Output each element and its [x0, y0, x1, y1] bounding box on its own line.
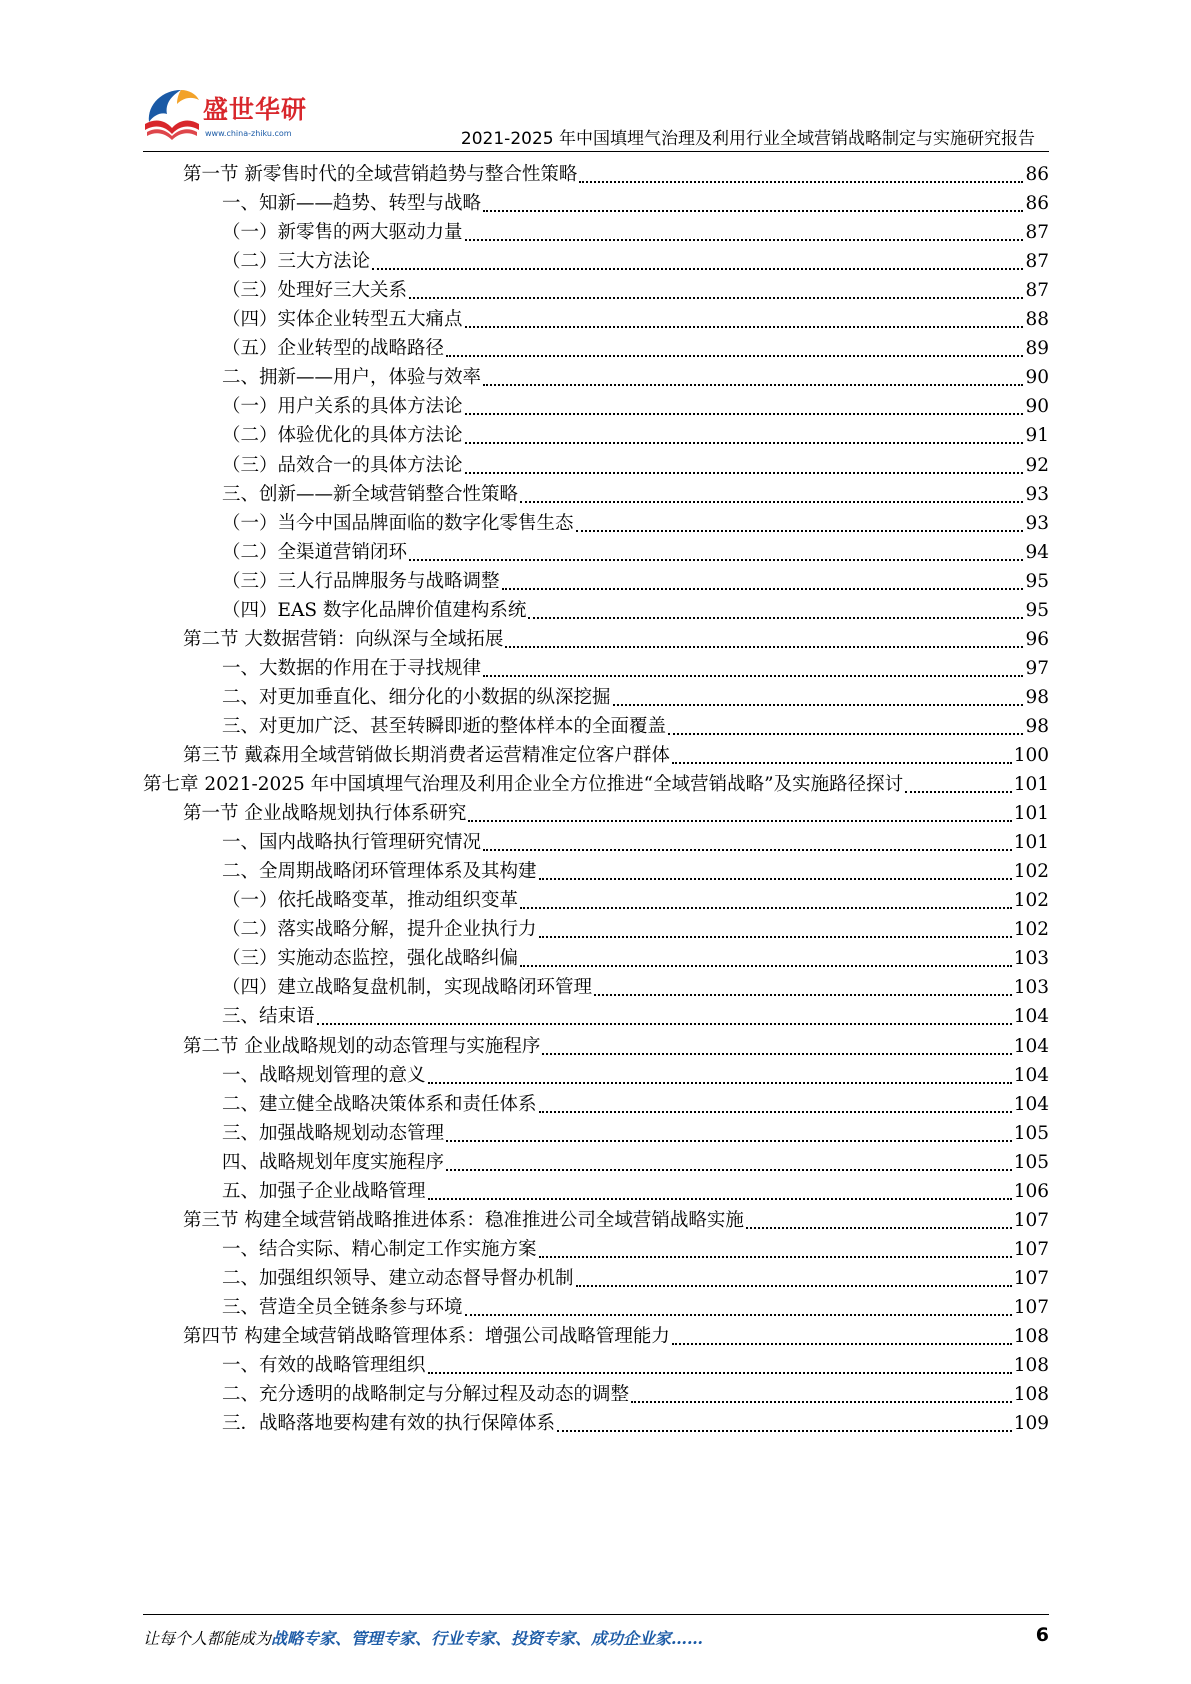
toc-entry-title: 三、结束语	[222, 1006, 315, 1028]
toc-entry-title: （四）EAS 数字化品牌价值建构系统	[222, 599, 527, 621]
toc-entry[interactable]	[143, 770, 1049, 800]
toc-entry-title: 二、加强组织领导、建立动态督导督办机制	[222, 1267, 574, 1289]
toc-entry-page: 108	[1013, 1326, 1049, 1347]
toc-entry[interactable]	[222, 1002, 1049, 1032]
toc-dot-leader	[542, 1053, 1011, 1055]
footer-slogan-roles: 战略专家、管理专家、行业专家、投资专家、成功企业家……	[271, 1629, 704, 1648]
toc-entry-title: 一、结合实际、精心制定工作实施方案	[222, 1238, 537, 1260]
toc-entry[interactable]	[222, 886, 1049, 916]
toc-entry-title: 第一节 企业战略规划执行体系研究	[183, 803, 467, 825]
toc-dot-leader	[672, 762, 1012, 764]
toc-dot-leader	[539, 1256, 1012, 1258]
toc-entry[interactable]	[222, 944, 1049, 974]
report-title: 2021-2025 年中国填埋气治理及利用行业全域营销战略制定与实施研究报告	[460, 129, 1035, 149]
toc-entry[interactable]	[222, 1177, 1049, 1207]
toc-dot-leader	[557, 1430, 1012, 1432]
footer-slogan	[143, 1626, 703, 1649]
toc-entry-title: 二、对更加垂直化、细分化的小数据的纵深挖掘	[222, 686, 611, 708]
toc-entry-title: 第七章 2021-2025 年中国填埋气治理及利用企业全方位推进“全域营销战略”及实施路径探讨	[143, 774, 904, 796]
toc-entry-page: 107	[1013, 1238, 1049, 1260]
toc-entry-title: 二、充分透明的战略制定与分解过程及动态的调整	[222, 1384, 630, 1406]
toc-entry-page: 105	[1013, 1122, 1049, 1144]
toc-entry-page: 93	[1025, 483, 1049, 505]
toc-entry-title: 四、战略规划年度实施程序	[222, 1151, 445, 1173]
toc-entry[interactable]	[183, 160, 1049, 190]
toc-entry-page: 92	[1025, 454, 1049, 476]
toc-entry-page: 105	[1013, 1151, 1049, 1173]
toc-entry[interactable]	[222, 1351, 1049, 1381]
toc-entry-title: 三、对更加广泛、甚至转瞬即逝的整体样本的全面覆盖	[222, 715, 667, 737]
toc-entry[interactable]	[222, 857, 1049, 887]
toc-entry-page: 108	[1013, 1384, 1049, 1406]
toc-entry-title: 一、大数据的作用在于寻找规律	[222, 657, 482, 679]
toc-entry-page: 108	[1013, 1355, 1049, 1377]
toc-entry-page: 91	[1025, 425, 1049, 447]
toc-entry[interactable]	[222, 1235, 1049, 1265]
toc-entry[interactable]	[183, 1206, 1049, 1236]
toc-entry-page: 106	[1013, 1180, 1049, 1202]
toc-dot-leader	[576, 1285, 1012, 1287]
toc-entry-page: 87	[1025, 251, 1049, 273]
toc-entry[interactable]	[222, 392, 1049, 422]
toc-dot-leader	[465, 239, 1024, 241]
toc-entry-title: （三）处理好三大关系	[222, 280, 408, 302]
page-header	[0, 0, 1191, 160]
toc-entry[interactable]	[222, 973, 1049, 1003]
toc-entry-page: 88	[1025, 309, 1049, 331]
toc-entry-page: 104	[1013, 1093, 1049, 1115]
toc-entry-title: 第二节 企业战略规划的动态管理与实施程序	[183, 1035, 541, 1057]
toc-entry-page: 107	[1013, 1209, 1049, 1231]
toc-entry-page: 107	[1013, 1296, 1049, 1318]
logo-name: 盛世华研	[203, 95, 308, 124]
toc-dot-leader	[465, 1314, 1012, 1316]
toc-dot-leader	[520, 501, 1023, 503]
toc-entry-page: 101	[1013, 803, 1049, 825]
toc-entry-page: 98	[1025, 686, 1049, 708]
toc-entry[interactable]	[222, 596, 1049, 626]
toc-dot-leader	[668, 733, 1023, 735]
toc-dot-leader	[905, 791, 1012, 793]
toc-entry-page: 103	[1013, 977, 1049, 999]
toc-entry[interactable]	[183, 741, 1049, 771]
toc-entry[interactable]	[222, 363, 1049, 393]
toc-entry[interactable]	[222, 1090, 1049, 1120]
toc-dot-leader	[746, 1227, 1012, 1229]
toc-entry[interactable]	[222, 1061, 1049, 1091]
toc-entry-title: 一、知新——趋势、转型与战略	[222, 193, 482, 215]
toc-entry-page: 107	[1013, 1267, 1049, 1289]
toc-entry-title: （一）用户关系的具体方法论	[222, 396, 463, 418]
toc-dot-leader	[446, 1169, 1012, 1171]
toc-entry-title: 五、加强子企业战略管理	[222, 1180, 426, 1202]
toc-entry-title: 第二节 大数据营销：向纵深与全域拓展	[183, 628, 504, 650]
toc-entry[interactable]	[222, 828, 1049, 858]
toc-entry[interactable]	[222, 1119, 1049, 1149]
toc-dot-leader	[520, 907, 1012, 909]
toc-entry[interactable]	[183, 1032, 1049, 1062]
toc-entry[interactable]	[222, 421, 1049, 451]
toc-dot-leader	[579, 181, 1023, 183]
toc-dot-leader	[520, 965, 1012, 967]
toc-entry-title: 二、拥新——用户，体验与效率	[222, 367, 482, 389]
toc-entry-page: 93	[1025, 512, 1049, 534]
toc-entry[interactable]	[183, 625, 1049, 655]
toc-entry-title: 二、建立健全战略决策体系和责任体系	[222, 1093, 537, 1115]
toc-entry-page: 102	[1013, 919, 1049, 941]
toc-entry[interactable]	[222, 276, 1049, 306]
toc-entry[interactable]	[183, 1322, 1049, 1352]
toc-entry-page: 103	[1013, 948, 1049, 970]
toc-entry-page: 101	[1013, 774, 1049, 796]
toc-entry[interactable]	[222, 305, 1049, 335]
toc-dot-leader	[631, 1401, 1012, 1403]
toc-entry-title: （二）全渠道营销闭环	[222, 541, 408, 563]
toc-entry-page: 95	[1025, 570, 1049, 592]
toc-dot-leader	[465, 442, 1024, 444]
toc-entry-title: 一、有效的战略管理组织	[222, 1355, 426, 1377]
toc-dot-leader	[539, 878, 1012, 880]
toc-entry-title: 三、营造全员全链条参与环境	[222, 1296, 463, 1318]
toc-entry-title: （五）企业转型的战略路径	[222, 338, 445, 360]
toc-entry-title: （二）落实战略分解，提升企业执行力	[222, 919, 537, 941]
toc-entry[interactable]	[222, 654, 1049, 684]
footer-divider	[143, 1614, 1049, 1615]
toc-entry[interactable]	[222, 480, 1049, 510]
toc-dot-leader	[483, 675, 1023, 677]
toc-entry-title: （一）当今中国品牌面临的数字化零售生态	[222, 512, 574, 534]
header-divider	[143, 151, 1049, 152]
toc-dot-leader	[428, 1372, 1012, 1374]
toc-dot-leader	[372, 268, 1023, 270]
toc-entry-page: 102	[1013, 890, 1049, 912]
toc-entry[interactable]	[222, 1293, 1049, 1323]
toc-entry-title: （四）实体企业转型五大痛点	[222, 309, 463, 331]
logo-book-icon	[141, 84, 203, 144]
toc-entry-page: 104	[1013, 1035, 1049, 1057]
toc-dot-leader	[428, 1082, 1012, 1084]
toc-dot-leader	[468, 820, 1011, 822]
toc-dot-leader	[446, 1140, 1012, 1142]
toc-entry[interactable]	[183, 799, 1049, 829]
toc-entry-page: 104	[1013, 1006, 1049, 1028]
toc-entry[interactable]	[222, 218, 1049, 248]
toc-entry[interactable]	[222, 683, 1049, 713]
toc-entry-title: （三）实施动态监控，强化战略纠偏	[222, 948, 519, 970]
toc-entry-page: 109	[1013, 1413, 1049, 1435]
toc-dot-leader	[465, 472, 1024, 474]
toc-dot-leader	[483, 210, 1023, 212]
toc-dot-leader	[594, 994, 1012, 996]
page-number: 6	[1035, 1624, 1049, 1646]
toc-entry-page: 97	[1025, 657, 1049, 679]
toc-entry[interactable]	[222, 915, 1049, 945]
toc-dot-leader	[317, 1023, 1012, 1025]
toc-dot-leader	[409, 297, 1023, 299]
toc-dot-leader	[502, 588, 1024, 590]
toc-entry-title: 第四节 构建全域营销战略管理体系：增强公司战略管理能力	[183, 1326, 670, 1347]
toc-entry-title: 一、国内战略执行管理研究情况	[222, 832, 482, 854]
toc-entry-title: （三）品效合一的具体方法论	[222, 454, 463, 476]
toc-entry-page: 101	[1013, 832, 1049, 854]
toc-entry-page: 89	[1025, 338, 1049, 360]
toc-entry[interactable]	[222, 538, 1049, 568]
toc-entry-title: 第三节 构建全域营销战略推进体系：稳准推进公司全域营销战略实施	[183, 1209, 744, 1231]
company-logo	[141, 84, 311, 150]
logo-url: www.china-zhiku.com	[205, 129, 292, 138]
toc-entry-page: 95	[1025, 599, 1049, 621]
toc-dot-leader	[446, 355, 1023, 357]
toc-dot-leader	[528, 617, 1023, 619]
toc-entry-page: 98	[1025, 715, 1049, 737]
toc-entry[interactable]	[222, 334, 1049, 364]
toc-entry-page: 86	[1025, 193, 1049, 215]
toc-entry-title: 第三节 戴森用全域营销做长期消费者运营精准定位客户群体	[183, 745, 670, 766]
toc-dot-leader	[505, 646, 1023, 648]
toc-entry[interactable]	[222, 189, 1049, 219]
toc-entry-title: （四）建立战略复盘机制，实现战略闭环管理	[222, 977, 593, 999]
toc-dot-leader	[483, 384, 1023, 386]
toc-entry-page: 104	[1013, 1064, 1049, 1086]
toc-dot-leader	[576, 530, 1024, 532]
toc-dot-leader	[539, 936, 1012, 938]
toc-entry-title: 一、战略规划管理的意义	[222, 1064, 426, 1086]
toc-entry[interactable]	[222, 1148, 1049, 1178]
toc-entry[interactable]	[222, 1380, 1049, 1410]
toc-entry-title: 三、创新——新全域营销整合性策略	[222, 483, 519, 505]
toc-entry[interactable]	[222, 1264, 1049, 1294]
toc-dot-leader	[465, 413, 1024, 415]
toc-dot-leader	[613, 704, 1024, 706]
toc-entry-title: 二、全周期战略闭环管理体系及其构建	[222, 861, 537, 883]
toc-entry[interactable]	[222, 451, 1049, 481]
toc-entry-page: 87	[1025, 280, 1049, 302]
toc-entry[interactable]	[222, 1409, 1049, 1439]
toc-entry-page: 96	[1025, 628, 1049, 650]
toc-entry[interactable]	[222, 247, 1049, 277]
toc-entry[interactable]	[222, 712, 1049, 742]
toc-dot-leader	[409, 559, 1023, 561]
toc-entry-title: （二）体验优化的具体方法论	[222, 425, 463, 447]
toc-entry-page: 102	[1013, 861, 1049, 883]
toc-entry-title: 第一节 新零售时代的全域营销趋势与整合性策略	[183, 164, 578, 185]
toc-entry-title: （三）三人行品牌服务与战略调整	[222, 570, 500, 592]
toc-entry-page: 100	[1013, 745, 1049, 766]
footer-slogan-prefix: 让每个人都能成为	[143, 1629, 272, 1648]
toc-entry-title: （二）三大方法论	[222, 251, 371, 273]
toc-entry-title: 三、加强战略规划动态管理	[222, 1122, 445, 1144]
toc-entry-title: （一）依托战略变革，推动组织变革	[222, 890, 519, 912]
toc-entry-page: 90	[1025, 367, 1049, 389]
toc-entry-title: （一）新零售的两大驱动力量	[222, 222, 463, 244]
toc-entry-page: 87	[1025, 222, 1049, 244]
toc-entry-page: 94	[1025, 541, 1049, 563]
toc-entry-page: 86	[1025, 164, 1049, 185]
toc-dot-leader	[465, 326, 1024, 328]
toc-dot-leader	[672, 1343, 1012, 1345]
toc-entry-page: 90	[1025, 396, 1049, 418]
toc-dot-leader	[428, 1198, 1012, 1200]
toc-entry[interactable]	[222, 567, 1049, 597]
toc-dot-leader	[483, 849, 1012, 851]
toc-entry-title: 三．战略落地要构建有效的执行保障体系	[222, 1413, 556, 1435]
toc-entry[interactable]	[222, 509, 1049, 539]
toc-dot-leader	[539, 1111, 1012, 1113]
